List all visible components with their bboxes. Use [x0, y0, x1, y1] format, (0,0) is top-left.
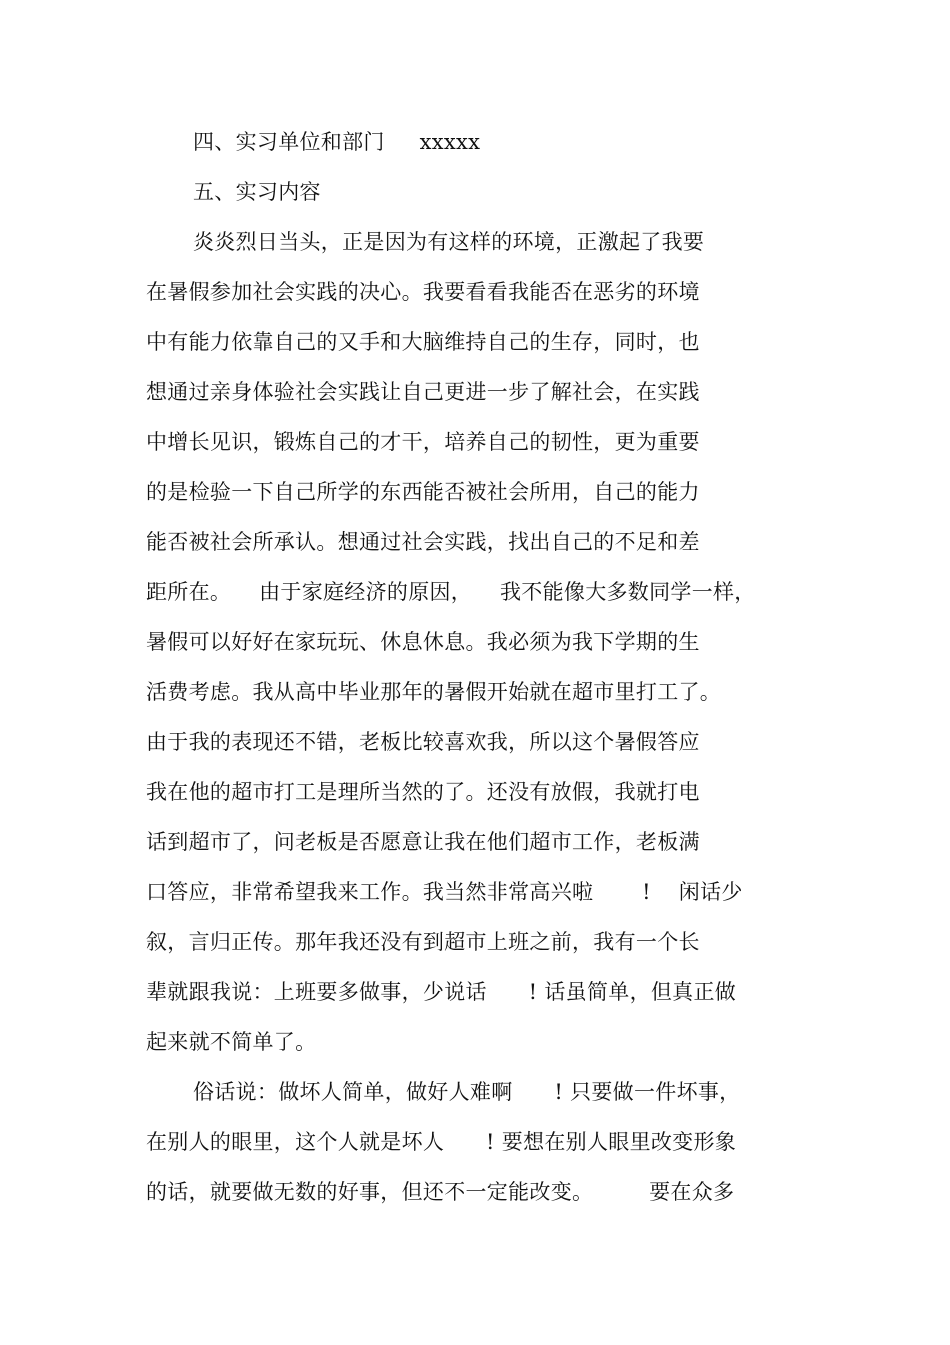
paragraph-line: 由于我的表现还不错，老板比较喜欢我，所以这个暑假答应 [146, 730, 700, 754]
paragraph-line: 在暑假参加社会实践的决心。我要看看我能否在恶劣的环境 [146, 280, 700, 304]
paragraph-line: 俗话说：做坏人简单，做好人难啊 ! 只要做一件坏事， [193, 1080, 741, 1104]
paragraph-line: 话到超市了，问老板是否愿意让我在他们超市工作，老板满 [146, 830, 700, 854]
paragraph-line: 能否被社会所承认。想通过社会实践，找出自己的不足和差 [146, 530, 700, 554]
paragraph-line: 炎炎烈日当头，正是因为有这样的环境，正激起了我要 [193, 230, 705, 254]
paragraph-line: 在别人的眼里，这个人就是坏人 ! 要想在别人眼里改变形象 [146, 1130, 737, 1154]
paragraph-line: 辈就跟我说：上班要多做事，少说话 ! 话虽简单，但真正做 [146, 980, 737, 1004]
paragraph-line: 起来就不简单了。 [146, 1030, 317, 1054]
paragraph-line: 的话，就要做无数的好事，但还不一定能改变。 要在众多 [146, 1180, 735, 1204]
section-heading-content: 五、实习内容 [193, 180, 321, 204]
paragraph-line: 暑假可以好好在家玩玩、休息休息。我必须为我下学期的生 [146, 630, 700, 654]
section-heading-unit: 四、实习单位和部门 xxxxx [193, 130, 481, 154]
paragraph-line: 距所在。 由于家庭经济的原因， 我不能像大多数同学一样， [146, 580, 756, 604]
paragraph-line: 我在他的超市打工是理所当然的了。还没有放假，我就打电 [146, 780, 700, 804]
paragraph-line: 活费考虑。我从高中毕业那年的暑假开始就在超市里打工了。 [146, 680, 722, 704]
paragraph-line: 的是检验一下自己所学的东西能否被社会所用，自己的能力 [146, 480, 700, 504]
paragraph-line: 中增长见识，锻炼自己的才干，培养自己的韧性，更为重要 [146, 430, 700, 454]
paragraph-line: 中有能力依靠自己的又手和大脑维持自己的生存，同时，也 [146, 330, 700, 354]
paragraph-line: 口答应，非常希望我来工作。我当然非常高兴啦 ! 闲话少 [146, 880, 743, 904]
paragraph-line: 叙，言归正传。那年我还没有到超市上班之前，我有一个长 [146, 930, 700, 954]
paragraph-line: 想通过亲身体验社会实践让自己更进一步了解社会，在实践 [146, 380, 700, 404]
